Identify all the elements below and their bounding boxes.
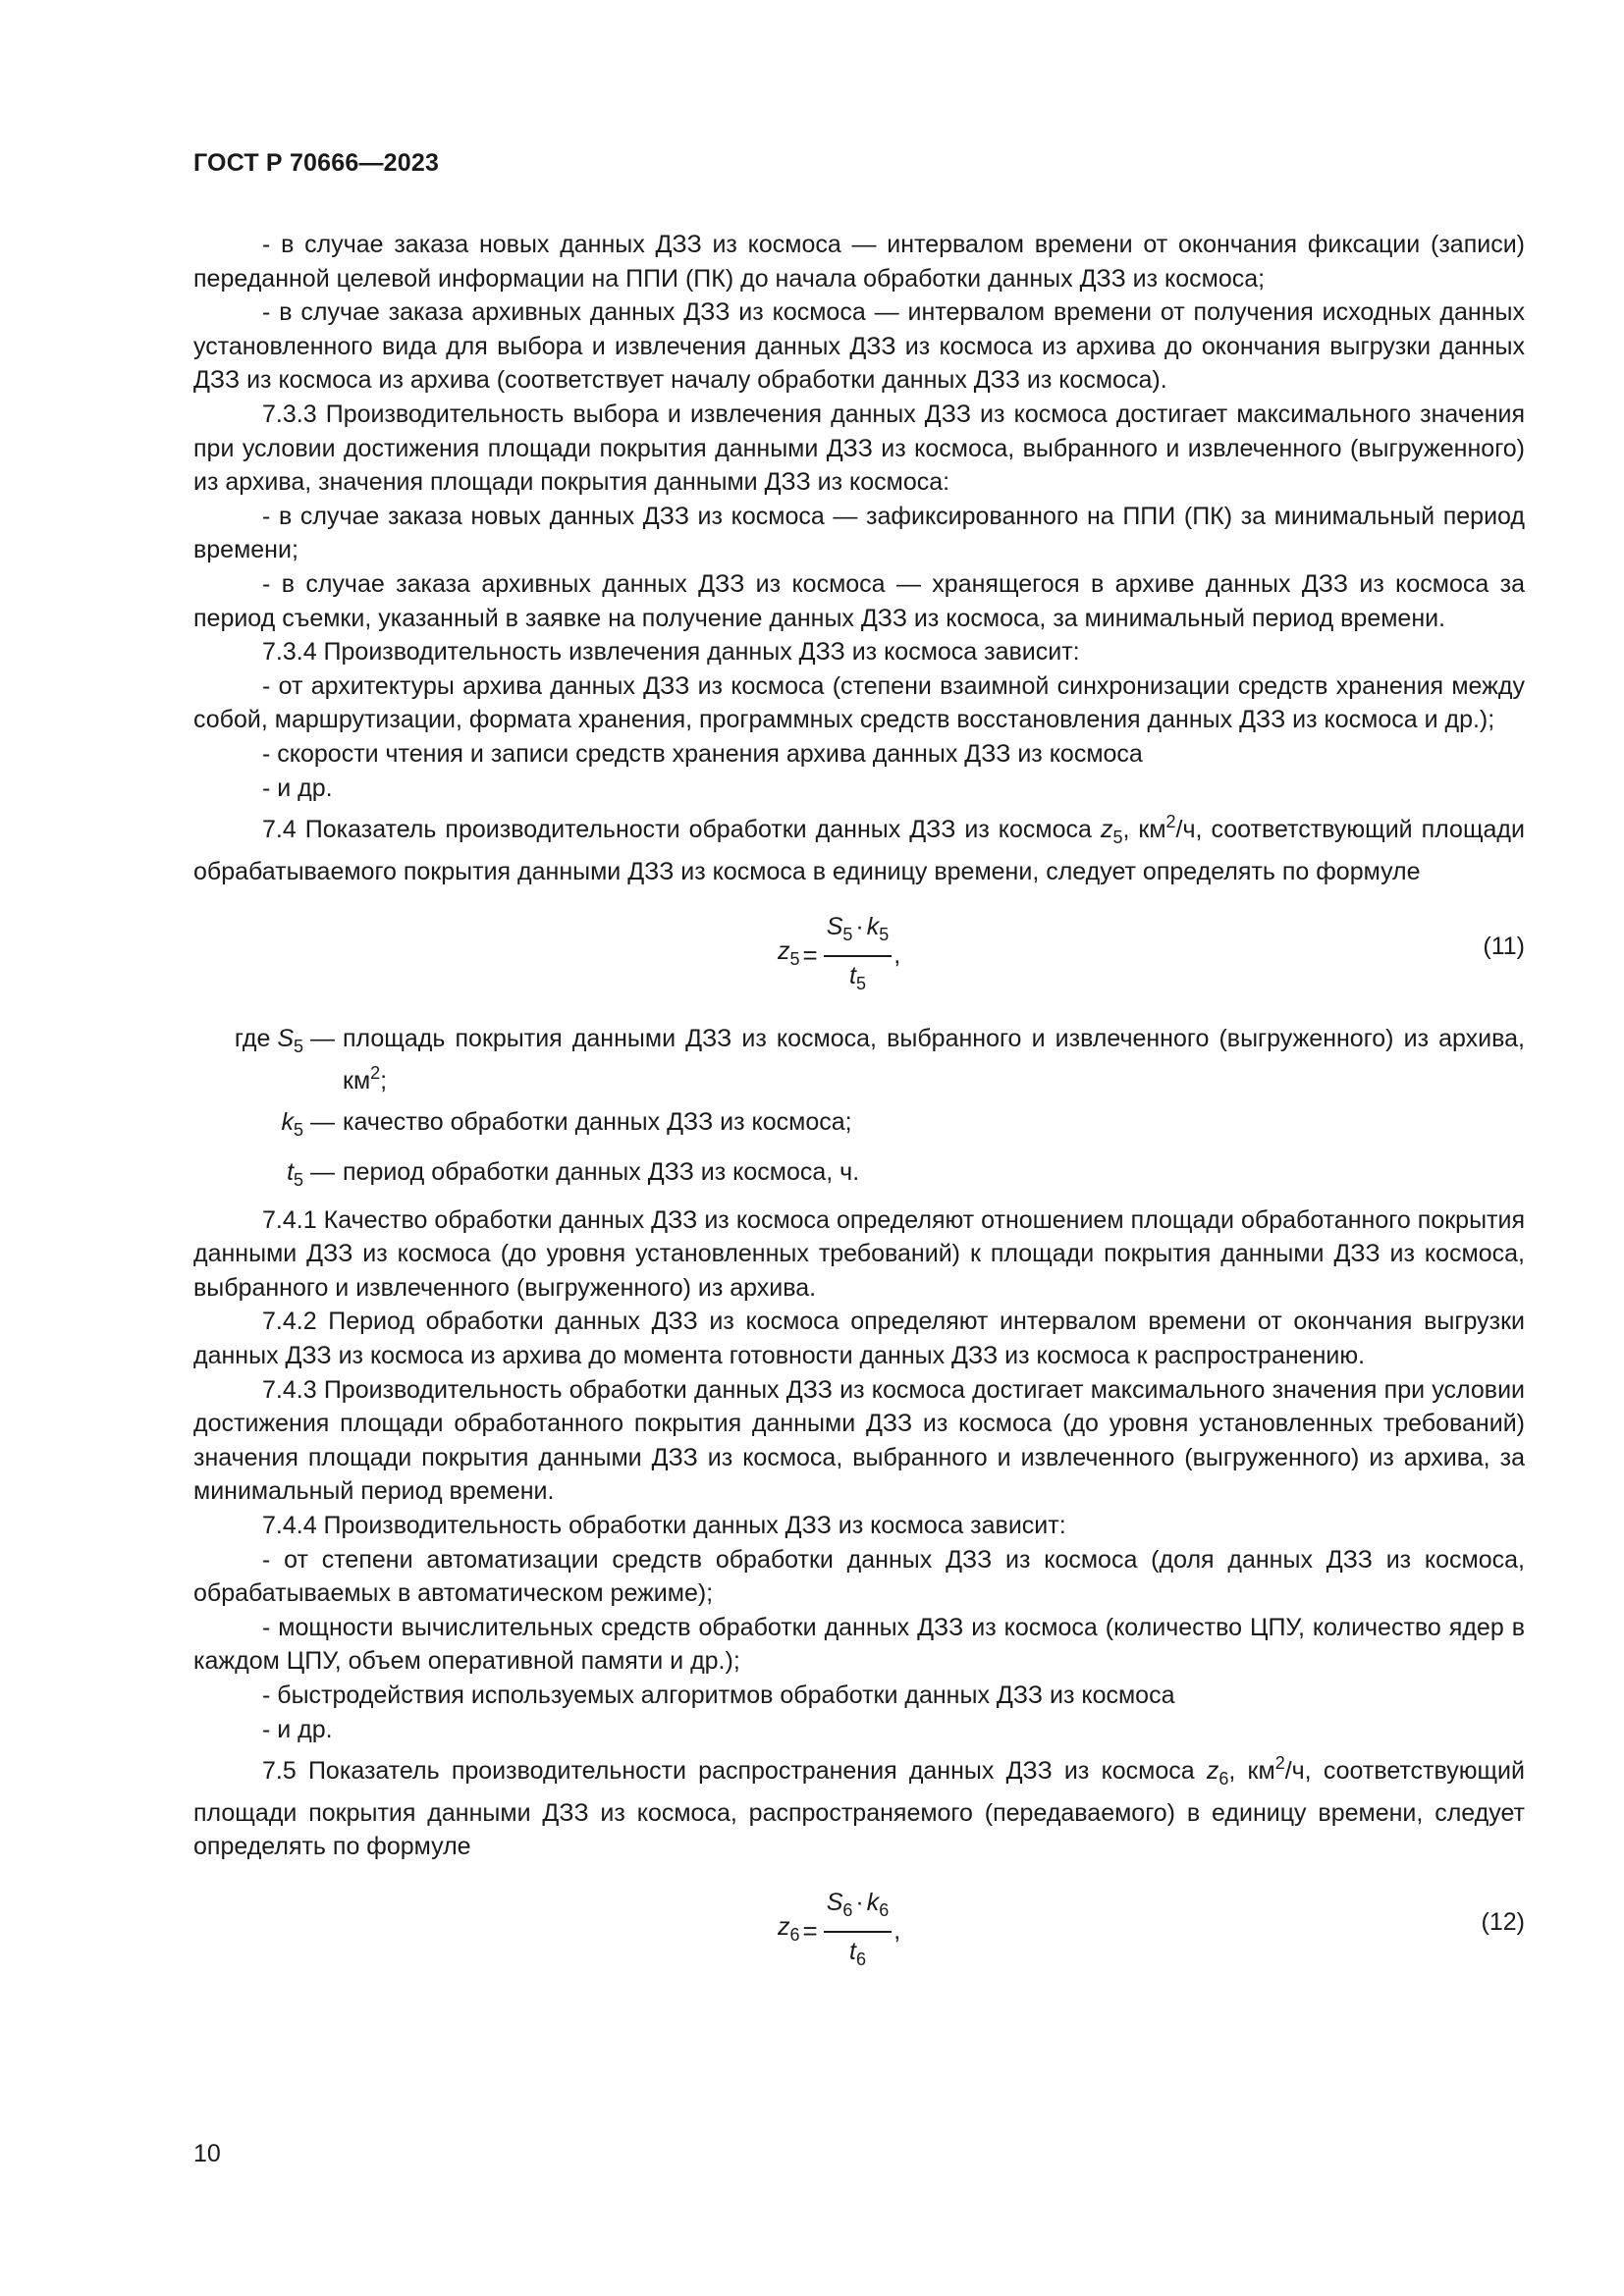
page-number: 10 xyxy=(193,2140,221,2167)
formula-expression xyxy=(778,910,900,1000)
definition-tail: ; xyxy=(380,1066,388,1095)
fraction xyxy=(824,1886,893,1976)
subscript: 5 xyxy=(1112,828,1123,848)
paragraph: - скорости чтения и записи средств хранения архива данных ДЗЗ из космоса xyxy=(262,739,1143,768)
paragraph: 7.4.4 Производительность обработки данных ДЗЗ из космоса зависит: xyxy=(262,1512,1066,1539)
subscript: 5 xyxy=(855,973,866,993)
text-run: 7.5 Показатель производительности распространения данных ДЗЗ из космоса xyxy=(262,1757,1207,1786)
subscript: 5 xyxy=(879,925,890,945)
symbol: S xyxy=(826,1888,843,1916)
denominator xyxy=(849,1933,866,1977)
formula-expression xyxy=(778,1886,900,1976)
multiply-dot: · xyxy=(855,1888,864,1916)
paragraph: 7.3.3 Производительность выбора и извлечения данных ДЗЗ из космоса достигает максимального значения при условии достижения площади покрытия данными ДЗЗ из космоса, выбранного и извлеченного (выгруженного) из архива, значения площади покрытия данными ДЗЗ из космоса: xyxy=(193,400,1525,497)
paragraph: - в случае заказа архивных данных ДЗЗ из космоса — интервалом времени от получения исходных данных установленного вида для выбора и извлечения данных ДЗЗ из космоса из архива до окончания выгрузки данных ДЗЗ из космоса из архива (соответствует началу обработки данных ДЗЗ из космоса). xyxy=(193,298,1525,395)
paragraph: 7.3.4 Производительность извлечения данных ДЗЗ из космоса зависит: xyxy=(262,638,1080,667)
symbol: z xyxy=(778,937,790,966)
formula-lhs xyxy=(778,1910,800,1952)
dash: — xyxy=(303,1158,335,1187)
multiply-dot: · xyxy=(855,913,864,941)
where-lead: где xyxy=(234,1025,278,1053)
symbol: k xyxy=(866,1888,880,1916)
subscript: 5 xyxy=(842,925,853,945)
subscript: 5 xyxy=(294,1120,304,1141)
numerator xyxy=(824,910,893,957)
paragraph: - быстродействия используемых алгоритмов обработки данных ДЗЗ из космоса xyxy=(262,1681,1175,1709)
where-definition: качество обработки данных ДЗЗ из космоса; xyxy=(343,1108,852,1137)
paragraph: - в случае заказа новых данных ДЗЗ из космоса — интервалом времени от окончания фиксации (записи) переданной целевой информации на ППИ (ПК) до начала обработки данных ДЗЗ из космоса; xyxy=(193,231,1525,293)
where-symbol xyxy=(193,1155,343,1198)
paragraph: - от архитектуры архива данных ДЗЗ из космоса (степени взаимной синхронизации средств хранения между собой, маршрутизации, формата хранения, программных средств восстановления данных ДЗЗ из космоса и др.); xyxy=(193,671,1525,734)
definition-text: площадь покрытия данными ДЗЗ из космоса, выбранного и извлеченного (выгруженного) из архива, км xyxy=(343,1025,1525,1095)
paragraph: - и др. xyxy=(262,1715,333,1743)
subscript: 6 xyxy=(855,1949,866,1969)
formula-comma: , xyxy=(893,1916,901,1945)
superscript: 2 xyxy=(1165,812,1176,832)
subscript: 6 xyxy=(1218,1769,1229,1789)
formula-11 xyxy=(193,902,1525,1004)
subscript: 5 xyxy=(294,1037,304,1057)
formula-comma: , xyxy=(893,941,901,970)
dash: — xyxy=(303,1025,335,1053)
paragraph: 7.4.1 Качество обработки данных ДЗЗ из космоса определяют отношением площади обработанного покрытия данными ДЗЗ из космоса (до уровня установленных требований) к площади покрытия данными ДЗЗ из космоса, выбранного и извлеченного (выгруженного) из архива. xyxy=(193,1205,1525,1302)
symbol: k xyxy=(281,1108,295,1137)
symbol: S xyxy=(277,1025,295,1053)
symbol: t xyxy=(848,1937,856,1965)
where-symbol xyxy=(193,1022,343,1097)
text-run: , км xyxy=(1122,816,1166,844)
text-run: , км xyxy=(1228,1757,1275,1786)
paragraph-7-4 xyxy=(193,805,1525,888)
paragraph: - в случае заказа новых данных ДЗЗ из космоса — зафиксированного на ППИ (ПК) за минимальный период времени; xyxy=(193,502,1525,564)
paragraph-7-5 xyxy=(193,1746,1525,1864)
superscript: 2 xyxy=(1274,1753,1285,1774)
subscript: 6 xyxy=(789,1924,800,1945)
symbol: k xyxy=(866,913,880,941)
denominator xyxy=(849,957,866,1001)
equation-number: (11) xyxy=(1483,933,1525,961)
symbol: z xyxy=(1206,1757,1219,1786)
document-header: ГОСТ Р 70666—2023 xyxy=(193,149,440,177)
numerator xyxy=(824,1886,893,1933)
text-run: 7.4 Показатель производительности обработки данных ДЗЗ из космоса xyxy=(262,816,1101,844)
where-list xyxy=(193,1022,1525,1197)
symbol: t xyxy=(848,961,856,989)
subscript: 5 xyxy=(294,1170,304,1191)
symbol: z xyxy=(1100,816,1113,844)
equation-number: (12) xyxy=(1481,1907,1525,1936)
symbol: t xyxy=(287,1158,295,1187)
fraction xyxy=(824,910,893,1000)
text-run: /ч, соответствующий площади обрабатываемого покрытия данными ДЗЗ из космоса в единицу времени, следует определять по формуле xyxy=(193,816,1525,885)
where-definition: период обработки данных ДЗЗ из космоса, ч. xyxy=(343,1158,860,1187)
superscript: 2 xyxy=(370,1062,381,1083)
paragraph: 7.4.3 Производительность обработки данных ДЗЗ из космоса достигает максимального значения при условии достижения площади обработанного покрытия данными ДЗЗ из космоса (до уровня установленных требований) значения площади покрытия данными ДЗЗ из космоса, выбранного и извлеченного (выгруженного) из архива, за минимальный период времени. xyxy=(193,1375,1525,1506)
formula-12 xyxy=(193,1878,1525,1980)
paragraph: - от степени автоматизации средств обработки данных ДЗЗ из космоса (доля данных ДЗЗ из космоса, обрабатываемых в автоматическом режиме); xyxy=(193,1545,1525,1608)
formula-lhs xyxy=(778,934,800,977)
dash: — xyxy=(303,1108,335,1137)
paragraph: - и др. xyxy=(262,774,333,802)
where-symbol xyxy=(193,1105,343,1148)
subscript: 6 xyxy=(879,1899,890,1920)
subscript: 5 xyxy=(789,949,800,970)
document-body xyxy=(193,228,1525,1998)
paragraph: - мощности вычислительных средств обработки данных ДЗЗ из космоса (количество ЦПУ, количество ядер в каждом ЦПУ, объем оперативной памяти и др.); xyxy=(193,1613,1525,1676)
text-run: /ч, соответствующий площади покрытия данными ДЗЗ из космоса, распространяемого (передаваемого) в единицу времени, следует определять по формуле xyxy=(193,1757,1525,1861)
paragraph: - в случае заказа архивных данных ДЗЗ из космоса — хранящегося в архиве данных ДЗЗ из космоса за период съемки, указанный в заявке на получение данных ДЗЗ из космоса, за минимальный период времени. xyxy=(193,569,1525,632)
subscript: 6 xyxy=(842,1899,853,1920)
paragraph: 7.4.2 Период обработки данных ДЗЗ из космоса определяют интервалом времени от окончания выгрузки данных ДЗЗ из космоса из архива до момента готовности данных ДЗЗ из космоса к распространению. xyxy=(193,1308,1525,1370)
symbol: z xyxy=(778,1912,790,1941)
equals-sign: = xyxy=(802,940,818,971)
equals-sign: = xyxy=(802,1915,818,1946)
where-definition xyxy=(343,1022,1525,1097)
symbol: S xyxy=(826,913,843,941)
